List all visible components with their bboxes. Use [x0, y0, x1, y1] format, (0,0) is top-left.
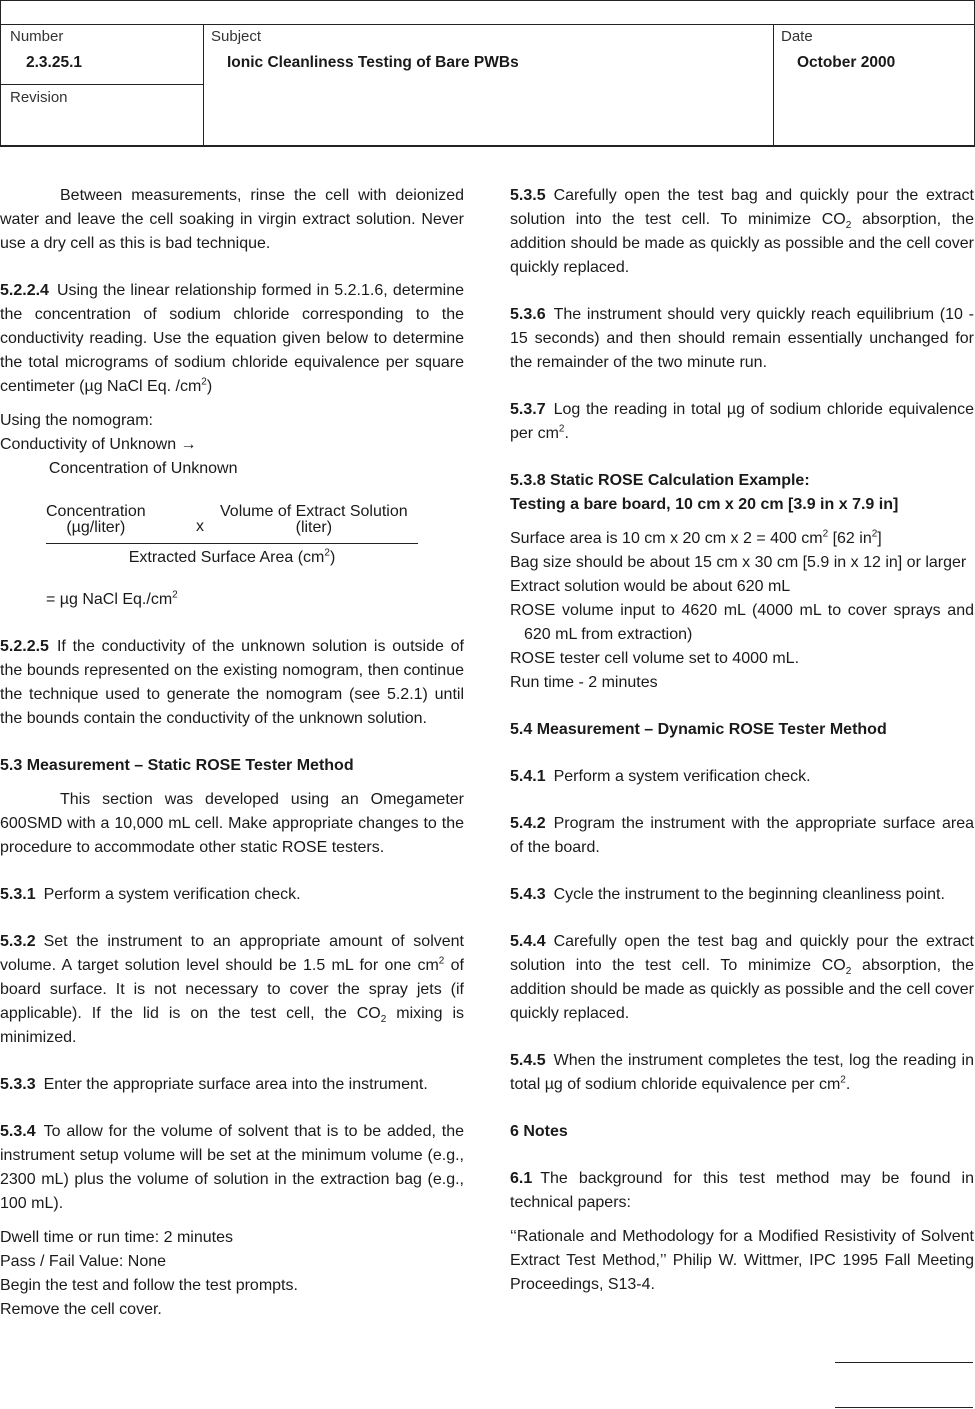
text-run: of board surface. It is not necessary to cover the spray jets (if applicable). If the lid is on the test cell, the CO	[0, 957, 464, 1022]
subscript: 2	[845, 220, 852, 232]
text-run: Between measurements, rinse the cell with deionized water and leave the cell soaking in virgin extract solution. Never use a dry cell as this is bad technique.	[0, 187, 464, 252]
text-line	[0, 409, 464, 433]
text-run: Carefully open the test bag and quickly pour the extract solution into the test cell. To minimize CO	[510, 933, 974, 974]
text-run: .	[845, 1076, 851, 1093]
footer-rule	[835, 1407, 973, 1408]
section-5-2-2-4	[0, 279, 464, 399]
section-number: 5.3.3	[0, 1076, 36, 1093]
left-column	[0, 184, 464, 1345]
section-number: 5.3.4	[0, 1123, 36, 1140]
text-line	[510, 575, 974, 599]
text-run: If the conductivity of the unknown solution is outside of the bounds represented on the existing nomogram, then continue the technique used to generate the nomogram (see 5.2.1) until the bounds contain the conductivity of the unknown solution.	[0, 638, 464, 727]
text-line	[0, 457, 464, 481]
superscript: 2	[558, 423, 565, 435]
section-number: 6.1	[510, 1170, 533, 1187]
text-run: Set the instrument to an appropriate amount of solvent volume. A target solution level should be 1.5 mL for one cm	[0, 933, 464, 974]
right-column	[510, 184, 974, 1320]
section-5-3-4	[0, 1120, 464, 1216]
text-line	[0, 1250, 464, 1274]
superscript: 2	[438, 955, 445, 967]
formula-term: Concentration	[46, 503, 146, 520]
text-run: ROSE volume input to 4620 mL (4000 mL to cover sprays and 620 mL from extraction)	[510, 602, 974, 643]
document-number: 2.3.25.1	[26, 54, 83, 71]
header-top-bar	[1, 1, 974, 25]
document-date: October 2000	[797, 54, 896, 71]
text-run: To allow for the volume of solvent that is to be added, the instrument setup volume will be set at the minimum volume (e.g., 2300 mL) plus the volume of solution in the extraction bag (e.g., 100 mL).	[0, 1123, 464, 1212]
revision-label: Revision	[10, 89, 68, 106]
date-cell	[774, 24, 974, 145]
text-lines	[0, 409, 464, 481]
section-5-3-2	[0, 930, 464, 1050]
section-5-3-7	[510, 398, 974, 446]
text-run: 5.3.8 Static ROSE Calculation Example:	[510, 472, 810, 489]
subject-cell	[204, 24, 774, 145]
section-5-4-3	[510, 883, 974, 907]
text-line	[510, 551, 974, 575]
text-run: Remove the cell cover.	[0, 1301, 162, 1318]
paragraph	[510, 1225, 974, 1297]
number-label: Number	[10, 28, 64, 45]
text-lines	[510, 527, 974, 695]
text-run: Begin the test and follow the test prompts.	[0, 1277, 298, 1294]
section-5-4-1	[510, 765, 974, 789]
section-heading	[510, 469, 974, 493]
text-line	[0, 1274, 464, 1298]
text-run: Using the nomogram:	[0, 412, 153, 429]
formula-multiply: x	[196, 518, 204, 535]
text-lines	[0, 1226, 464, 1322]
section-heading	[510, 718, 974, 742]
superscript: 2	[172, 589, 178, 601]
section-number: 5.2.2.5	[0, 638, 49, 655]
section-5-3-1	[0, 883, 464, 907]
subscript: 2	[380, 1014, 387, 1026]
text-line	[510, 527, 974, 551]
text-run: Surface area is 10 cm x 20 cm x 2 = 400 cm	[510, 530, 823, 547]
section-number: 5.3.7	[510, 401, 546, 418]
text-run: Dwell time or run time: 2 minutes	[0, 1229, 233, 1246]
superscript: 2	[871, 528, 878, 540]
superscript: 2	[201, 376, 207, 388]
text-run: Cycle the instrument to the beginning cleanliness point.	[553, 886, 945, 903]
superscript: 2	[324, 547, 330, 559]
text-line	[510, 599, 974, 647]
formula-unit: (liter)	[295, 519, 333, 536]
document-header	[0, 0, 975, 147]
section-number: 5.2.2.4	[0, 282, 49, 299]
paragraph	[0, 184, 464, 256]
text-line	[0, 1226, 464, 1250]
text-line	[510, 671, 974, 695]
footer-rule	[835, 1362, 973, 1363]
text-run: ROSE tester cell volume set to 4000 mL.	[510, 650, 800, 667]
text-run: The instrument should very quickly reach equilibrium (10 - 15 seconds) and then should remain essentially unchanged for the remainder of the two minute run.	[510, 306, 974, 371]
text-run: Extract solution would be about 620 mL	[510, 578, 791, 595]
superscript: 2	[822, 528, 829, 540]
text-run: ‘‘Rationale and Methodology for a Modified Resistivity of Solvent Extract Test Method,’’ Philip W. Wittmer, IPC 1995 Fall Meeting Proceedings, S13-4.	[510, 1228, 974, 1293]
text-run: absorption, the addition should be made as quickly as possible and the cell cover quickly replaced.	[510, 211, 975, 276]
date-label: Date	[781, 28, 813, 45]
text-run: This section was developed using an Omegameter 600SMD with a 10,000 mL cell. Make appropriate changes to the procedure to accommodate other static ROSE testers.	[0, 791, 464, 856]
formula-term: Volume of Extract Solution	[220, 503, 408, 520]
section-number: 5.4.2	[510, 815, 546, 832]
revision-cell	[1, 85, 204, 145]
formula-denominator	[46, 547, 418, 566]
text-run: [62 in	[828, 530, 872, 547]
section-5-3-5	[510, 184, 974, 280]
superscript: 2	[840, 1074, 846, 1086]
subscript: 2	[845, 966, 852, 978]
section-heading	[510, 1120, 974, 1144]
text-run: 5.4 Measurement – Dynamic ROSE Tester Method	[510, 721, 887, 738]
text-run: Log the reading in total µg of sodium chloride equivalence per cm	[510, 401, 974, 442]
paragraph	[0, 588, 464, 612]
section-number: 5.3.5	[510, 187, 546, 204]
text-run: Pass / Fail Value: None	[0, 1253, 167, 1270]
section-heading	[0, 754, 464, 778]
text-run: = µg NaCl Eq./cm	[46, 591, 173, 608]
text-run: When the instrument completes the test, log the reading in total µg of sodium chloride equivalence per cm	[510, 1052, 974, 1093]
section-number: 5.4.3	[510, 886, 546, 903]
text-run: The background for this test method may be found in technical papers:	[510, 1170, 974, 1211]
text-run: 5.3 Measurement – Static ROSE Tester Method	[0, 757, 354, 774]
text-run: Perform a system verification check.	[43, 886, 301, 903]
formula-concentration	[46, 504, 146, 536]
text-run: Concentration of Unknown	[0, 460, 238, 477]
text-line	[510, 647, 974, 671]
text-run: Perform a system verification check.	[553, 768, 811, 785]
text-run: Run time - 2 minutes	[510, 674, 658, 691]
formula	[46, 504, 418, 574]
section-5-3-6	[510, 303, 974, 375]
subject-label: Subject	[211, 28, 262, 45]
text-run: Conductivity of Unknown →	[0, 436, 197, 453]
text-run: Carefully open the test bag and quickly pour the extract solution into the test cell. To minimize CO	[510, 187, 974, 228]
text-run: Bag size should be about 15 cm x 30 cm [5.9 in x 12 in] or larger	[510, 554, 967, 571]
text-line	[0, 1298, 464, 1322]
section-heading	[510, 493, 974, 517]
section-5-2-2-5	[0, 635, 464, 731]
formula-term: Extracted Surface Area (cm	[128, 549, 325, 566]
document-subject: Ionic Cleanliness Testing of Bare PWBs	[227, 54, 519, 71]
text-run: )	[206, 378, 213, 395]
section-number: 5.3.1	[0, 886, 36, 903]
text-run: ]	[877, 530, 882, 547]
section-5-4-2	[510, 812, 974, 860]
section-number: 5.4.5	[510, 1052, 546, 1069]
text-run: absorption, the addition should be made as quickly as possible and the cell cover quickly replaced.	[510, 957, 975, 1022]
section-number: 5.4.4	[510, 933, 546, 950]
text-run: Using the linear relationship formed in 5.2.1.6, determine the concentration of sodium chloride corresponding to the conductivity reading. Use the equation given below to determine the total micrograms of sodium chloride equivalence per square centimeter (µg NaCl Eq. /cm	[0, 282, 464, 395]
section-number: 5.3.6	[510, 306, 546, 323]
text-run: Program the instrument with the appropriate surface area of the board.	[510, 815, 974, 856]
text-run: mixing is minimized.	[0, 1005, 465, 1046]
text-run: 6 Notes	[510, 1123, 568, 1140]
formula-unit: (µg/liter)	[66, 519, 126, 536]
number-cell	[1, 24, 204, 85]
fraction-bar	[46, 543, 418, 544]
text-run: Enter the appropriate surface area into the instrument.	[43, 1076, 428, 1093]
formula-term: )	[329, 549, 336, 566]
section-5-3-3	[0, 1073, 464, 1097]
section-5-4-5	[510, 1049, 974, 1097]
section-6-1	[510, 1167, 974, 1215]
text-run: Testing a bare board, 10 cm x 20 cm [3.9 in x 7.9 in]	[510, 496, 899, 513]
formula-volume	[220, 504, 408, 536]
section-number: 5.4.1	[510, 768, 546, 785]
text-line	[0, 433, 464, 457]
section-number: 5.3.2	[0, 933, 36, 950]
paragraph	[0, 788, 464, 860]
text-run: .	[564, 425, 569, 442]
section-5-4-4	[510, 930, 974, 1026]
